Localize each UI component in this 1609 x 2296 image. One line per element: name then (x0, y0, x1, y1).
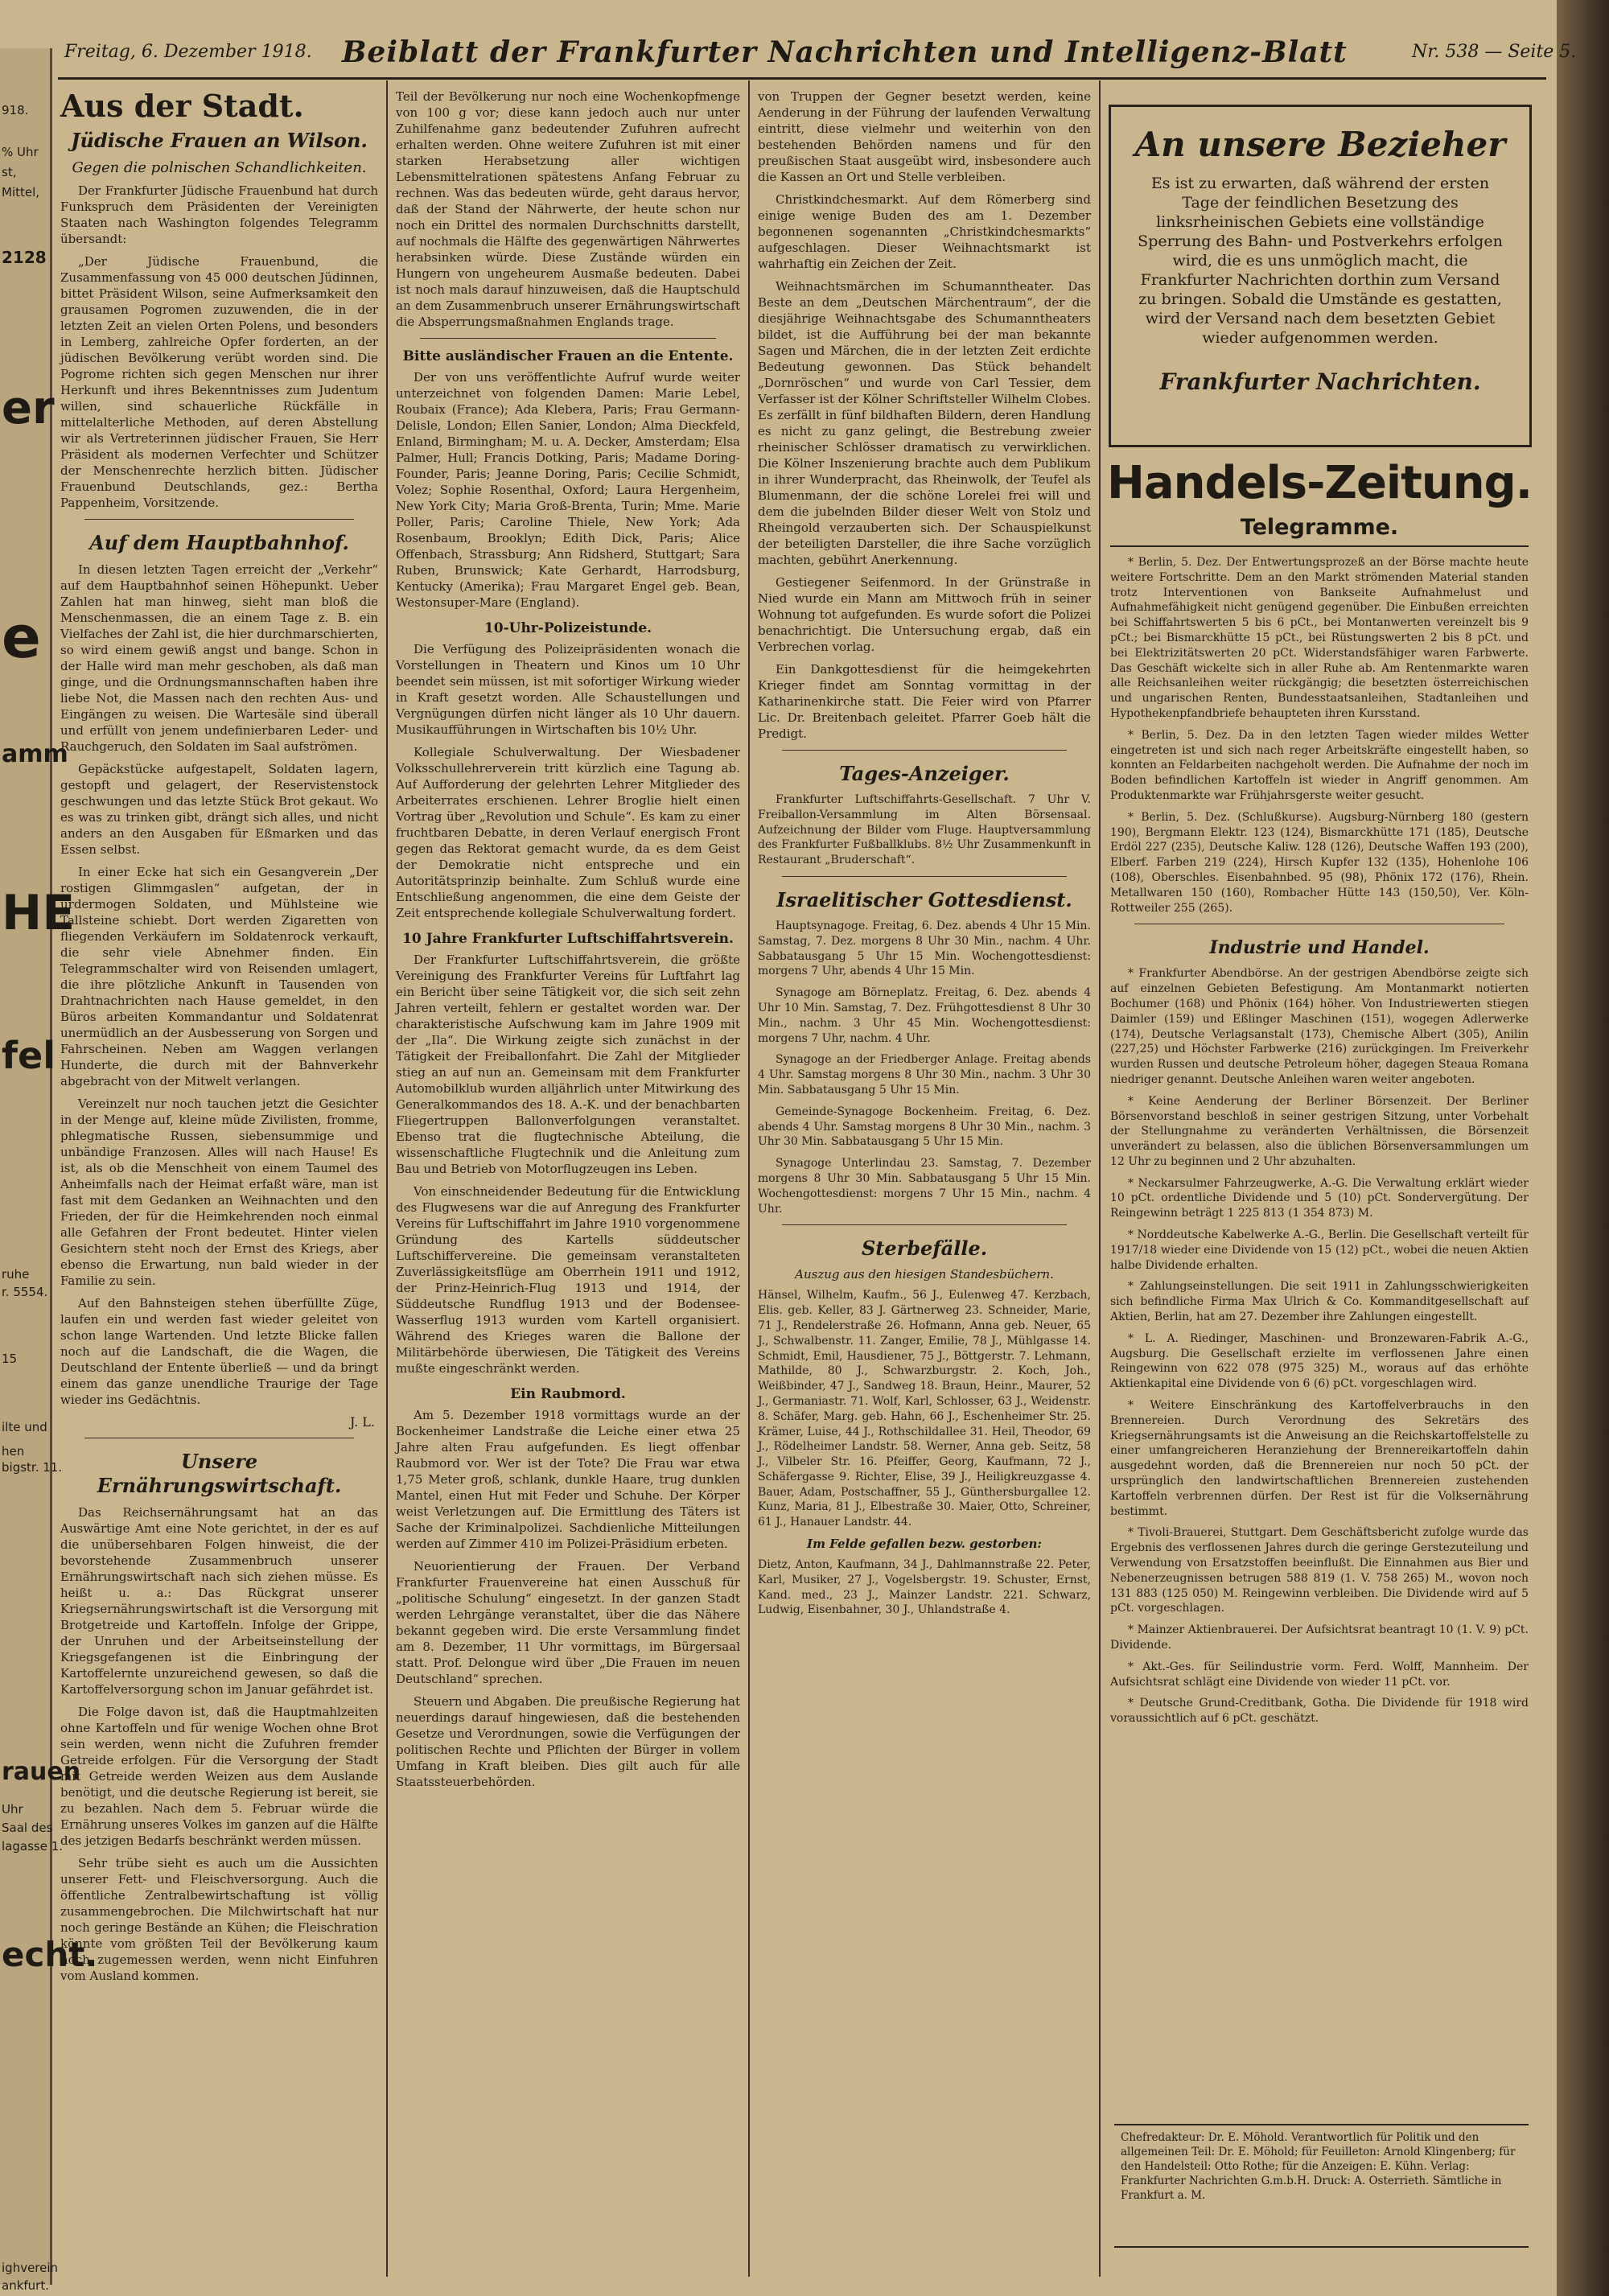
paragraph: Christkindchesmarkt. Auf dem Römerberg sind einige wenige Buden des am 1. Dezember begonnenen sogenannten „Christkindchesmarkts“ aufgeschlagen. Dieser Weihnachtsmarkt ist wahrhaftig ein Zeichen der Zeit. (758, 192, 1091, 271)
notice-signature: Frankfurter Nachrichten. (1159, 368, 1481, 395)
divider (1110, 545, 1529, 547)
prev-fragment: fel (2, 1034, 56, 1077)
prev-fragment: Mittel, (2, 185, 40, 200)
paragraph: * Keine Aenderung der Berliner Börsenzeit. Der Berliner Börsenvorstand beschloß in seiner gestrigen Sitzung, unter Vorbehalt der Stellungnahme zu veränderten Verhältnissen, die Börsenzeit unverändert zu belassen, also die üblichen Börsenversammlungen um 12 Uhr zu beginnen und 2 Uhr abzuhalten. (1110, 1094, 1529, 1168)
section-title: Israelitischer Gottesdienst. (776, 887, 1072, 911)
notice-text: Es ist zu erwarten, daß während der ersten Tage der feindlichen Besetzung des linksrheinischen Gebiets eine vollständige Sperrung des Bahn- und Postverkehrs erfolgen wird, die es uns unmöglich macht, die Frankfurter Nachrichten dorthin zum Versand zu bringen. Sobald die Umstände es gestatten, wird der Versand nach dem besetzten Gebiet wieder aufgenommen werden. (1138, 175, 1503, 347)
paragraph: Frankfurter Luftschiffahrts-Gesellschaft. 7 Uhr V. Freiballon-Versammlung im Alten Börsensaal. Aufzeichnung der Bilder vom Fluge. Hauptversammlung des Frankfurter Fußballklubs. 8½ Uhr Zusammenkunft in Restaurant „Bruderschaft“. (758, 793, 1091, 867)
divider (782, 1224, 1067, 1225)
column-2 (396, 88, 740, 2289)
prev-fragment: Saal des (2, 1821, 53, 1835)
imprint-box (1114, 2124, 1529, 2248)
paragraph: Dietz, Anton, Kaufmann, 34 J., Dahlmannstraße 22. Peter, Karl, Musiker, 27 J., Vogelsbergstr. 19. Schuster, Ernst, Kand. med., 23 J., Mainzer Landstr. 221. Schwarz, Ludwig, Eisenbahner, 30 J., Uhlandstraße 4. (758, 1558, 1091, 1617)
imprint-text: Chefredakteur: Dr. E. Möhold. Verantwortlich für Politik und den allgemeinen Teil: Dr. E. Möhold; für Feuilleton: Arnold Klingenberg; für den Handelsteil: Otto Rothe; für die Anzeigen: E. Kühn. Verlag: Frankfurter Nachrichten G.m.b.H. Druck: A. Osterrieth. Sämtliche in Frankfurt a. M. (1121, 2131, 1516, 2202)
book-edge (1557, 0, 1609, 2296)
paragraph: Weihnachtsmärchen im Schumanntheater. Das Beste an dem „Deutschen Märchentraum“, der die diesjährige Weihnachtsgabe des Schumanntheaters bildet, ist die Aufführung bei der man bekannte Sagen und Märchen, die in der letzten Zeit erdichte Bedeutung gewonnen. Das Stück behandelt „Dornröschen“ und wurde von Carl Tessier, dem Verfasser ist der Kölner Schriftsteller Wilhelm Clobes. Es zerfällt in fünf bildhaften Bildern, deren Handlung es nicht zu ganz gelingt, die Bestrebung zweier rheinischer Schlösser dramatisch zu verwirklichen. Die Kölner Inszenierung brachte auch dem Publikum in ihrer Wunderpracht, das Rheinwolk, der Teufel als Blumenmann, der die schöne Lorelei frei will und dem die jubelnden Bilder dieser Welt von Stolz und Rheingold verzauberten sich. Der Schauspielkunst der beteiligten Darsteller, die ihre Sache vorzüglich machten, gebührt Anerkennung. (758, 279, 1091, 567)
prev-fragment: lagasse 1. (2, 1839, 64, 1854)
paragraph: * Norddeutsche Kabelwerke A.-G., Berlin. Die Gesellschaft verteilt für 1917/18 wieder eine Dividende von 15 (12) pCt., wobei die neuen Aktien halbe Dividende erhalten. (1110, 1228, 1529, 1272)
column-3 (758, 88, 1091, 2289)
paragraph: Neuorientierung der Frauen. Der Verband Frankfurter Frauenvereine hat einen Ausschuß für „politische Schulung“ eingesetzt. In der ganzen Stadt werden Lehrgänge veranstaltet, über die das Nähere bekannt gegeben wird. Die erste Versammlung findet am 8. Dezember, 11 Uhr vormittags, im Bürgersaal statt. Prof. Delongue wird über „Die Frauen im neuen Deutschland“ sprechen. (396, 1559, 740, 1686)
previous-page-edge (0, 48, 98, 2293)
paragraph: Die Verfügung des Polizeipräsidenten wonach die Vorstellungen in Theatern und Kinos um 10 Uhr beendet sein müssen, ist mit sofortiger Wirkung wieder in Kraft gesetzt worden. Alle Schaustellungen und Vergnügungen dürfen nicht länger als 10 Uhr dauern. Musikaufführungen in Wirtschaften bis 10½ Uhr. (396, 642, 740, 737)
paragraph: Sehr trübe sieht es auch um die Aussichten unserer Fett- und Fleischversorgung. Auch die öffentliche Zentralbewirtschaftung ist völlig zusammengebrochen. Die Milchwirtschaft hat nur noch geringe Bestände an Kühen; die Fleischration könnte vom größten Teil der Bevölkerung kaum noch zugemessen werden, wenn nicht Einfuhren vom Ausland kommen. (60, 1856, 378, 1983)
prev-fragment: hen (2, 1444, 25, 1459)
divider (84, 519, 354, 520)
paragraph: Gepäckstücke aufgestapelt, Soldaten lagern, gestopft und gelagert, der Reservistenstock geschwungen und das letzte Stück Brot gekaut. Wo es was zu trinken gibt, drängt sich alles, und nicht anders an den Ausgaben für Eßmarken und das Essen selbst. (60, 762, 378, 857)
prev-fragment: Uhr (2, 1802, 23, 1817)
divider (782, 750, 1067, 751)
paragraph: * Berlin, 5. Dez. (Schlußkurse). Augsburg-Nürnberg 180 (gestern 190), Bergmann Elektr. 123 (124), Bismarckhütte 171 (185), Deutsche Erdöl 227 (235), Deutsche Kaliw. 128 (126), Deutsche Waffen 193 (200), Elberf. Farben 219 (224), Hirsch Kupfer 132 (135), Hohenlohe 106 (108), Oberschles. Eisenbahnbed. 95 (98), Phönix 172 (176), Rhein. Metallwaren 150 (160), Rombacher Hütte 143 (150,50), Ver. Köln-Rottweiler 255 (265). (1110, 810, 1529, 915)
paragraph: * Berlin, 5. Dez. Da in den letzten Tagen wieder mildes Wetter eingetreten ist und sich nach reger Arbeitskräfte eingestellt haben, so konnten an Feldarbeiten nachgeholt werden. Die Aufnahme der noch im Boden befindlichen Kartoffeln ist wieder in Angriff genommen. Am Produktenmarkte war Frühjahrsgerste weiter gesucht. (1110, 728, 1529, 802)
prev-fragment: e (2, 603, 41, 671)
section-title: Industrie und Handel. (1209, 937, 1430, 959)
prev-fragment: r. 5554. (2, 1285, 48, 1299)
paragraph: * Zahlungseinstellungen. Die seit 1911 in Zahlungsschwierigkeiten sich befindliche Firma Max Ulrich & Co. Kommanditgesellschaft auf Aktien, Berlin, hat am 27. Dezember ihre Zahlungen eingestellt. (1110, 1280, 1529, 1324)
prev-fragment: amm (2, 740, 68, 768)
prev-fragment: 918. (2, 103, 29, 117)
article-subtitle: Gegen die polnischen Schandlichkeiten. (72, 159, 367, 176)
article-title: 10-Uhr-Polizeistunde. (484, 620, 652, 636)
paragraph: Gestiegener Seifenmord. In der Grünstraße in Nied wurde ein Mann am Mittwoch früh in seiner Wohnung tot aufgefunden. Es wurde sofort die Polizei benachrichtigt. Die Untersuchung ergab, daß ein Verbrechen vorlag. (758, 575, 1091, 654)
column-rule (1099, 80, 1101, 2277)
paragraph: Ein Dankgottesdienst für die heimgekehrten Krieger findet am Sonntag vormittag in der Katharinenkirche statt. Die Feier wird von Pfarrer Lic. Dr. Breitenbach geleitet. Pfarrer Goeb hält die Predigt. (758, 662, 1091, 741)
paragraph: Synagoge am Börneplatz. Freitag, 6. Dez. abends 4 Uhr 10 Min. Samstag, 7. Dez. Frühgottesdienst 8 Uhr 30 Min., nachm. 3 Uhr 45 Min. Wochengottesdienst: morgens 7 Uhr, nachm. 4 Uhr. (758, 986, 1091, 1045)
prev-fragment: 2128 (2, 248, 47, 267)
divider (782, 876, 1067, 877)
paragraph: * Mainzer Aktienbrauerei. Der Aufsichtsrat beantragt 10 (1. V. 9) pCt. Dividende. (1110, 1623, 1529, 1652)
paragraph: Synagoge Unterlindau 23. Samstag, 7. Dezember morgens 8 Uhr 30 Min. Sabbatausgang 5 Uhr 15 Min. Wochengottesdienst: morgens 7 Uhr 15 Min., nachm. 4 Uhr. (758, 1157, 1091, 1216)
divider (420, 338, 716, 339)
section-title: Aus der Stadt. (60, 88, 304, 124)
header-rule (58, 77, 1546, 80)
paragraph: Der Frankfurter Luftschiffahrtsverein, die größte Vereinigung des Frankfurter Vereins für Luftfahrt lag ein Bericht über seine Tätigkeit vor, die sich seit zehn Jahren verteilt, fehlern er gestaltet worden war. Der charakteristische Aufschwung kam im Jahre 1909 mit der „Ila“. Die Wirkung zeigte sich zunächst in der Tätigkeit der Freiballonfahrt. Die Zahl der Mitglieder stieg an auf nun an. Gemeinsam mit dem Frankfurter Automobilklub wurden alljährlich unter Mitwirkung des Generalkommandos des 18. A.-K. und der benachbarten Fliegertruppen Ballonverfolgungen veranstaltet. Ebenso trat die flugtechnische Abteilung, die wissenschaftliche Flugtechnik und die Anleitung zum Bau und Betrieb von Motorflugzeugen ins Leben. (396, 953, 740, 1176)
paragraph: * Weitere Einschränkung des Kartoffelverbrauchs in den Brennereien. Durch Verordnung des Sekretärs des Kriegsernährungsamts ist die Anweisung an die Reichskartoffelstelle zu einer umfangreicheren Heranziehung der Brennereikartoffeln dahin ausgedehnt worden, daß die Brennereien nur noch 50 pCt. der ursprünglich den landwirtschaftlichen Brennereien zustehenden Kartoffeln verbrennen dürfen. Der Rest ist für die Volksernährung bestimmt. (1110, 1399, 1529, 1518)
paragraph: * Frankfurter Abendbörse. An der gestrigen Abendbörse zeigte sich auf einzelnen Gebieten Befestigung. Am Montanmarkt notierten Bochumer (168) und Phönix (164) höher. Von Industriewerten stiegen Daimler (159) und Eßlinger Maschinen (151), wogegen Adlerwerke (174), Deutsche Verlagsanstalt (173), Chemische Albert (305), Anilin (227,25) und Höchster Farbwerke (216) zurückgingen. Im Freiverkehr wurden Russen und deutsche Petroleum höher, dagegen Steaua Romana niedriger genannt. Deutsche Anleihen waren weiter angeboten. (1110, 967, 1529, 1086)
article-title: Ein Raubmord. (510, 1386, 626, 1402)
paragraph: Auf den Bahnsteigen stehen überfüllte Züge, laufen ein und werden fast wieder geleitet von schon lange Wartenden. Und letzte Blicke fallen noch auf die Landschaft, die die Wagen, die Deutschland der Entente überließ — und da bringt einem das ganze unendliche Traurige der Tage wieder ins Gedächtnis. (60, 1296, 378, 1407)
paragraph: Hauptsynagoge. Freitag, 6. Dez. abends 4 Uhr 15 Min. Samstag, 7. Dez. morgens 8 Uhr 30 Min., nachm. 4 Uhr. Sabbatausgang 5 Uhr 15 Min. Wochengottesdienst: morgens 7 Uhr, abends 4 Uhr 15 Min. (758, 919, 1091, 978)
notice-title: An unsere Bezieher (1134, 125, 1506, 164)
prev-fragment: % Uhr (2, 145, 39, 159)
issue-date: Freitag, 6. Dezember 1918. (64, 42, 312, 62)
article-title: Jüdische Frauen an Wilson. (71, 129, 368, 152)
paragraph: In diesen letzten Tagen erreicht der „Verkehr“ auf dem Hauptbahnhof seinen Höhepunkt. Ueber Zahlen hat man hinweg, sieht man bloß die Menschenmassen, die an einem Tage z. B. ein Vielfaches der Zahl ist, die hier durchmarschierten, so wird einem gewiß angst und bange. Schon in der Halle wird man mehr geschoben, als daß man ginge, und die Ordnungsmannschaften haben ihre liebe Not, die Massen nach den rechten Aus- und Eingängen zu weisen. Die Wartesäle sind überall und erfüllt von jenem undefinierbaren Leder- und Rauchgeruch, den Soldaten im Saal aufströmen. (60, 562, 378, 754)
paragraph: Steuern und Abgaben. Die preußische Regierung hat neuerdings darauf hingewiesen, daß die bestehenden Gesetze und Verordnungen, sowie die Verfügungen der politischen Rechte und Pflichten der Bürger in vollem Umfang in Kraft bleiben. Dies gilt auch für alle Staatssteuerbehörden. (396, 1694, 740, 1789)
paragraph: * L. A. Riedinger, Maschinen- und Bronzewaren-Fabrik A.-G., Augsburg. Die Gesellschaft erzielte im verflossenen Jahre einen Reingewinn von 622 078 (975 325) M., woraus auf das erhöhte Aktienkapital eine Dividende von 6 (6) pCt. vorgeschlagen wird. (1110, 1331, 1529, 1391)
paragraph: „Der Jüdische Frauenbund, die Zusammenfassung von 45 000 deutschen Jüdinnen, bittet Präsident Wilson, seine Aufmerksamkeit den grausamen Pogromen zuzuwenden, die in der letzten Zeit an vielen Orten Polens, und besonders in Lemberg, zahlreiche Opfer forderten, an der jüdischen Bevölkerung verübt worden sind. Die Pogrome richten sich gegen Menschen nur ihrer Herkunft und ihres Bekenntnisses zum Judentum willen, sind schauerliche Rückfälle in mittelalterliche Methoden, auf deren Abstellung wir als Vertreterinnen jüdischer Frauen, Sie Herr Präsident als modernen Verfechter und Schützer der Menschenrechte herzlich bitten. Jüdischer Frauenbund Deutschlands, gez.: Bertha Pappenheim, Vorsitzende. (60, 254, 378, 510)
section-title: Tages-Anzeiger. (839, 762, 1010, 785)
column-rule (748, 80, 750, 2277)
paragraph: Gemeinde-Synagoge Bockenheim. Freitag, 6. Dez. abends 4 Uhr. Samstag morgens 8 Uhr 30 Min., nachm. 3 Uhr 30 Min. Sabbatausgang 5 Uhr 15 Min. (758, 1105, 1091, 1149)
paragraph: * Deutsche Grund-Creditbank, Gotha. Die Dividende für 1918 wird voraussichtlich auf 6 pCt. geschätzt. (1110, 1697, 1529, 1726)
paragraph: In einer Ecke hat sich ein Gesangverein „Der rostigen Glimmgaslen“ aufgetan, der in urdermogen Soldaten, und Mühlsteine wie Tallsteine schiebt. Dort werden Zigaretten von fliegenden Verkäufern im Soldatenrock verkauft, die sehr viele Abnehmer finden. Ein Telegrammschalter wird von Reisenden umlagert, die ihre plötzliche Ankunft in Tausenden von Drahtnachrichten nach Hause gemeldet, in den Büros arbeiten Kommandantur und Soldatenrat unermüdlich an der Ausbesserung von Sorgen und Fahrscheinen. Neben am Waggen verlangen Hunderte, die durch mit der Bahnverkehr abgebracht von der Mitwelt verlangen. (60, 865, 378, 1088)
prev-fragment: rauen (2, 1758, 81, 1786)
paragraph: Das Reichsernährungsamt hat an das Auswärtige Amt eine Note gerichtet, in der es auf die unübersehbaren Folgen hinweist, die der bevorstehende Zusammenbruch unserer Ernährungswirtschaft nach sich ziehen müsse. Es heißt u. a.: Das Rückgrat unserer Kriegsernährungswirtschaft ist die Versorgung mit Brotgetreide und Kartoffeln. Infolge der Grippe, der Unruhen und der Arbeitseinstellung der Kriegsgefangenen ist die Einbringung der Kartoffelernte unzureichend gewesen, so daß die Kartoffelversorgung schon im Januar gefährdet ist. (60, 1505, 378, 1697)
prev-fragment: ruhe (2, 1267, 30, 1282)
article-title: Auf dem Hauptbahnhof. (89, 531, 349, 554)
prev-fragment: er (2, 382, 55, 434)
prev-fragment: ankfurt. (2, 2278, 49, 2293)
paragraph: Kollegiale Schulverwaltung. Der Wiesbadener Volksschullehrerverein tritt kürzlich eine Tagung ab. Auf Aufforderung der gelehrten Lehrer Mitglieder des Arbeiterrates erschienen. Lehrer Broglie hielt einen Vortrag über „Revolution und Schule“. Es kam zu einer fruchtbaren Debatte, in deren Verlauf energisch Front gegen das Rektorat gemacht wurde, da es dem Geist der Demokratie nicht entspreche und ein Autoritätsprinzip beinhalte. Zum Schluß wurde eine Entschließung angenommen, die eine dem Geiste der Zeit entsprechende kollegiale Schulverwaltung fordert. (396, 745, 740, 920)
article-title: 10 Jahre Frankfurter Luftschiffahrtsverein. (402, 931, 734, 947)
prev-fragment: ilte und (2, 1420, 47, 1434)
paragraph: * Neckarsulmer Fahrzeugwerke, A.-G. Die Verwaltung erklärt wieder 10 pCt. ordentliche Dividende und 5 (10) pCt. Sondervergütung. Der Reingewinn beträgt 1 225 813 (1 354 873) M. (1110, 1176, 1529, 1220)
column-rule (386, 80, 388, 2277)
article-title: Bitte ausländischer Frauen an die Entente. (402, 348, 734, 364)
issue-number: Nr. 538 — Seite 5. (1412, 42, 1577, 62)
paragraph: Hänsel, Wilhelm, Kaufm., 56 J., Eulenweg 47. Kerzbach, Elis. geb. Keller, 83 J. Gärtnerweg 23. Schneider, Marie, 71 J., Rendelerstraße 26. Hofmann, Anna geb. Neuer, 65 J., Schwalbenstr. 11. Zanger, Emilie, 78 J., Mühlgasse 14. Schmidt, Emil, Hausdiener, 75 J., Böttgerstr. 7. Lehmann, Mathilde, 80 J., Schwarzburgstr. 2. Koch, Joh., Weißbinder, 47 J., Sandweg 18. Braun, Heinr., Maurer, 52 J., Germaniastr. 71. Wolf, Karl, Schlosser, 63 J., Weidenstr. 8. Schäfer, Marg. geb. Hahn, 66 J., Eschenheimer Str. 25. Krämer, Luise, 44 J., Rothschildallee 31. Heil, Theodor, 69 J., Rödelheimer Landstr. 58. Werner, Anna geb. Seitz, 58 J., Vilbeler Str. 16. Pfeiffer, Georg, Kaufmann, 72 J., Schäfergasse 9. Richter, Elise, 39 J., Heiligkreuzgasse 4. Bauer, Adam, Postschaffner, 55 J., Günthersburgallee 12. Kunz, Maria, 81 J., Elbestraße 30. Maier, Otto, Schreiner, 61 J., Hanauer Landstr. 44. (758, 1289, 1091, 1529)
column-1 (60, 88, 378, 2289)
paragraph: * Berlin, 5. Dez. Der Entwertungsprozeß an der Börse machte heute weitere Fortschritte. Dem an den Markt strömenden Material standen trotz Interventionen von Bankseite Aufnahmelust und Aufnahmefähigkeit nicht genügend gegenüber. Die Einbußen erreichten bei Schiffahrtswerten 5 bis 6 pCt., bei Montanwerten vereinzelt bis 9 pCt.; bei Bismarckhütte 15 pCt., bei Rüstungswerten 2 bis 8 pCt. und bei Elektrizitätswerten 20 pCt. Widerstandsfähiger waren Farbwerte. Das Geschäft wickelte sich in aller Ruhe ab. Am Rentenmarkte waren alle Reichsanleihen weiter rückgängig; die besetzten österreichischen und ungarischen Renten, Bundesstaatsanleihen, Stadtanleihen und Hypothekenpfandbriefe behaupteten ihren Kursstand. (1110, 556, 1529, 720)
paragraph: Die Folge davon ist, daß die Hauptmahlzeiten ohne Kartoffeln und für wenige Wochen ohne Brot sein werden, wenn nicht die Zufuhren fremder Getreide erfolgen. Für die Versorgung der Stadt mit Getreide werden Weizen aus dem Auslande benötigt, und die deutsche Regierung ist bereit, sie zu bezahlen. Nach dem 5. Februar würde die Ernährung unseres Volkes im ganzen auf die Hälfte des jetzigen Bedarfs beschränkt werden müssen. (60, 1705, 378, 1848)
section-title: Sterbefälle. (861, 1236, 988, 1261)
section-subtitle: Telegramme. (1240, 515, 1399, 540)
section-title: Handels-Zeitung. (1106, 457, 1532, 509)
section-subtitle: Im Felde gefallen bezw. gestorben: (807, 1537, 1042, 1552)
prev-fragment: echt. (2, 1935, 98, 1974)
subscriber-notice-box (1109, 105, 1532, 447)
prev-fragment: bigstr. 11. (2, 1460, 63, 1475)
paragraph: Synagoge an der Friedberger Anlage. Freitag abends 4 Uhr. Samstag morgens 8 Uhr 30 Min., nachm. 3 Uhr 30 Min. Sabbatausgang 5 Uhr 15 Min. (758, 1053, 1091, 1097)
section-subtitle: Auszug aus den hiesigen Standesbüchern. (795, 1267, 1054, 1282)
paragraph: Am 5. Dezember 1918 vormittags wurde an der Bockenheimer Landstraße die Leiche einer etwa 25 Jahre alten Frau aufgefunden. Es liegt offenbar Raubmord vor. Wer ist der Tote? Die Frau war etwa 1,75 Meter groß, schlank, dunkle Haare, trug dunklen Mantel, einen Hut mit Feder und Schuhe. Der Körper weist Verletzungen auf. Die Ermittlung des Täters ist Sache der Kriminalpolizei. Sachdienliche Mitteilungen werden auf Zimmer 410 im Polizei-Präsidium erbeten. (396, 1408, 740, 1551)
paragraph: Der von uns veröffentlichte Aufruf wurde weiter unterzeichnet von folgenden Damen: Marie Lebel, Roubaix (France); Ada Klebera, Paris; Frau Germann-Delisle, London; Ellen Sanier, London; Alma Dieckfeld, Enland, Birmingham; M. u. A. Decker, Amsterdam; Elsa Palmer, Hull; Francis Dotking, Paris; Madame Doring-Founder, Paris; Jeanne Doring, Paris; Cecilie Schmidt, Volez; Sophie Rosenthal, Oxford; Laura Hergenheim, New York City; Maria Groß-Brenta, Turin; Mme. Marie Poller, Paris; Caroline Thiele, New York; Ada Rosenbaum, Brooklyn; Edith Dick, Paris; Alice Offenbach, Strassburg; Ann Ridsherd, Stuttgart; Sara Ruben, Brunswick; Kate Gerhardt, Harrodsburg, Kentucky (Amerika); Frau Margaret Engel geb. Bean, Westonsuper-Mare (England). (396, 370, 740, 610)
prev-fragment: 15 (2, 1352, 18, 1366)
column-4 (1110, 555, 1529, 2120)
masthead: Beiblatt der Frankfurter Nachrichten und Intelligenz-Blatt (342, 35, 1348, 69)
paragraph: * Akt.-Ges. für Seilindustrie vorm. Ferd. Wolff, Mannheim. Der Aufsichtsrat schlägt eine Dividende von wieder 11 pCt. vor. (1110, 1660, 1529, 1689)
paragraph: Vereinzelt nur noch tauchen jetzt die Gesichter in der Menge auf, kleine müde Zivilisten, fromme, phlegmatische Russen, siebensummige und unbändige Franzosen. Alles will nach Hause! Es ist, als ob die Menschheit von einem Taumel des Anheimfalls nach der Heimat erfaßt wäre, man ist fast mit dem Gedanken an Weihnachten und den Frieden, der für die Heimkehrenden noch einmal alle Gefahren der Front bedeutet. Hinter vielen Gesichtern steht noch der Ernst des Kriegs, aber ebenso die Erwartung, nun bald wieder in der Familie zu sein. (60, 1097, 378, 1288)
paragraph: von Truppen der Gegner besetzt werden, keine Aenderung in der Führung der laufenden Verwaltung eintritt, diese vielmehr und weiterhin von den bestehenden Behörden namens und für den preußischen Staat ausgeübt wird, insbesondere auch die Kassen an Ort und Stelle verbleiben. (758, 89, 1091, 184)
article-title: Unsere Ernährungswirtschaft. (97, 1450, 342, 1497)
paragraph: * Tivoli-Brauerei, Stuttgart. Dem Geschäftsbericht zufolge wurde das Ergebnis des verflossenen Jahres durch die geringe Gerstezuteilung und Verwendung von Ersatzstoffen beeinflußt. Die Einnahmen aus Bier und Nebenerzeugnissen betrugen 588 819 (1. V. 758 265) M., wovon noch 131 883 (125 050) M. Reingewinn verbleiben. Die Dividende wird auf 5 pCt. vorgeschlagen. (1110, 1526, 1529, 1615)
paragraph: Der Frankfurter Jüdische Frauenbund hat durch Funkspruch dem Präsidenten der Vereinigten Staaten nach Washington folgendes Telegramm übersandt: (60, 183, 378, 246)
paragraph: Teil der Bevölkerung nur noch eine Wochenkopfmenge von 100 g vor; diese kann jedoch auch nur unter Zuhilfenahme ganz bedeutender Zufuhren aufrecht erhalten werden. Ohne weitere Zufuhren ist mit einer starken Herabsetzung aller wichtigen Lebensmittelrationen spätestens Anfang Februar zu rechnen. Was das bedeuten würde, geht daraus hervor, daß der Stand der Nährwerte, der heute schon nur noch ein Drittel des normalen Durchschnitts darstellt, auf nochmals die Hälfte des gegenwärtigen Nährwertes herabsinken würde. Diese Zustände würden ein Hungern von ungeheurem Ausmaße bedeuten. Dabei ist noch mals darauf hinzuweisen, daß die Hauptschuld an dem Zusammenbruch unserer Ernährungswirtschaft die Absperrungsmaßnahmen Englands trage. (396, 89, 740, 329)
prev-fragment: st, (2, 165, 17, 179)
paragraph: Von einschneidender Bedeutung für die Entwicklung des Flugwesens war die auf Anregung des Frankfurter Vereins für Luftschiffahrt im Jahre 1910 vorgenommene Gründung des Kartells süddeutscher Luftschiffervereine. Die gemeinsam veranstalteten Zuverlässigkeitsflüge am Oberrhein 1911 und 1912, der Prinz-Heinrich-Flug 1913 und 1914, der Süddeutsche Rundflug 1913 und der Bodensee-Wasserflug 1913 wurden vom Kartell organisiert. Während des Krieges waren die Ballone der Militärbehörde überwiesen, Die Tätigkeit des Vereins mußte eingeschränkt werden. (396, 1184, 740, 1376)
prev-fragment: HE (2, 885, 76, 941)
prev-fragment: ighverein (2, 2261, 59, 2275)
author-signature: J. L. (349, 1414, 375, 1430)
